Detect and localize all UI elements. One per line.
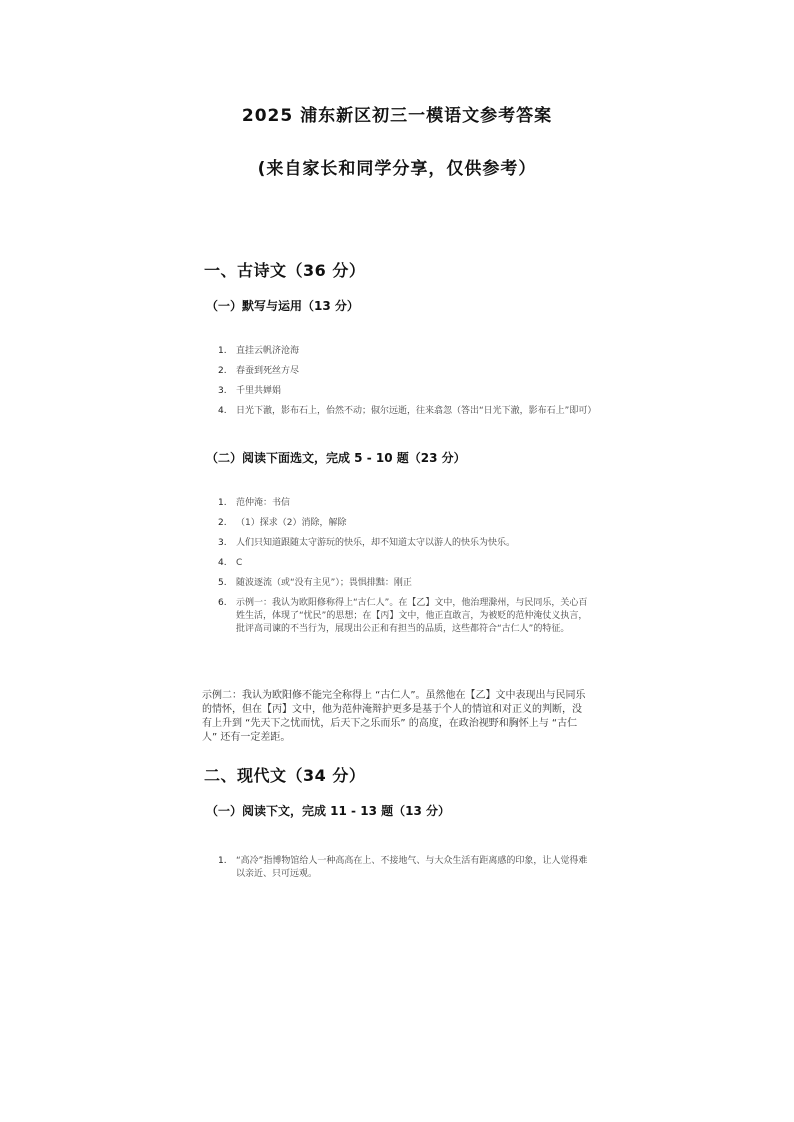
part-heading-dictation: （一）默写与运用（13 分）: [206, 299, 359, 313]
part-heading-reading: （二）阅读下面选文，完成 5 - 10 题（23 分）: [206, 451, 466, 465]
item-number: 1.: [218, 856, 227, 866]
answer-text: 千里共婵娟: [236, 386, 282, 396]
answer-text: 随波逐流（或“没有主见”）；畏惧排黜：刚正: [236, 578, 412, 588]
section-heading-modern: 二、现代文（34 分）: [204, 766, 366, 785]
list-item: [218, 497, 594, 510]
list-item: [218, 577, 594, 590]
answer-list-reading: [218, 497, 594, 636]
document-subtitle: (来自家长和同学分享，仅供参考）: [257, 159, 537, 179]
section-heading-classical: 一、古诗文（36 分）: [204, 261, 366, 280]
item-number: 4.: [218, 558, 227, 568]
answer-list-modern: [218, 855, 594, 881]
list-item: [218, 557, 594, 570]
item-number: 4.: [218, 406, 227, 416]
item-number: 6.: [218, 598, 227, 608]
list-item: [218, 365, 594, 378]
part-heading-modern-reading: （一）阅读下文，完成 11 - 13 题（13 分）: [206, 804, 450, 818]
answer-text: 日光下澈，影布石上，佁然不动；俶尔远逝，往来翕忽（答出“日光下澈，影布石上”即可）: [236, 406, 597, 416]
item-number: 2.: [218, 518, 227, 528]
item-number: 3.: [218, 538, 227, 548]
item-number: 3.: [218, 386, 227, 396]
document-title: 2025 浦东新区初三一模语文参考答案: [241, 106, 553, 126]
item-number: 5.: [218, 578, 227, 588]
answer-list-dictation: [218, 345, 597, 418]
answer-text: 人们只知道跟随太守游玩的快乐，却不知道太守以游人的快乐为快乐。: [236, 538, 516, 548]
answer-text: “高冷”指博物馆给人一种高高在上、不接地气、与大众生活有距离感的印象，让人觉得难以亲近、只可远观。: [236, 856, 588, 879]
list-item: [218, 855, 594, 881]
list-item: [218, 517, 594, 530]
answer-text: （1）探求（2）消除，解除: [236, 518, 347, 528]
answer-text: 春蚕到死丝方尽: [236, 366, 300, 376]
item-number: 2.: [218, 366, 227, 376]
answer-text: 直挂云帆济沧海: [236, 346, 300, 356]
item-number: 1.: [218, 346, 227, 356]
answer-text: 示例一：我认为欧阳修称得上“古仁人”。在【乙】文中，他治理滁州，与民同乐，关心百姓生活，体现了“忧民”的思想；在【丙】文中，他正直敢言，为被贬的范仲淹仗义执言，批评高司谏的不当行为，展现出公正和有担当的品质，这些都符合“古仁人”的特征。: [236, 598, 588, 634]
example-two-paragraph: 示例二：我认为欧阳修不能完全称得上 “古仁人”。虽然他在【乙】文中表现出与民同乐的情怀，但在【丙】文中，他为范仲淹辩护更多是基于个人的情谊和对正义的判断，没有上升到 “先天下之忧而忧，后天下之乐而乐” 的高度，在政治视野和胸怀上与 “古仁人” 还有一定差距。: [202, 690, 586, 743]
list-item: [218, 385, 594, 398]
list-item: [218, 537, 594, 550]
list-item: [218, 405, 597, 418]
answer-text: C: [236, 558, 243, 568]
list-item: [218, 597, 594, 636]
list-item: [218, 345, 594, 358]
answer-text: 范仲淹：书信: [236, 498, 291, 508]
item-number: 1.: [218, 498, 227, 508]
